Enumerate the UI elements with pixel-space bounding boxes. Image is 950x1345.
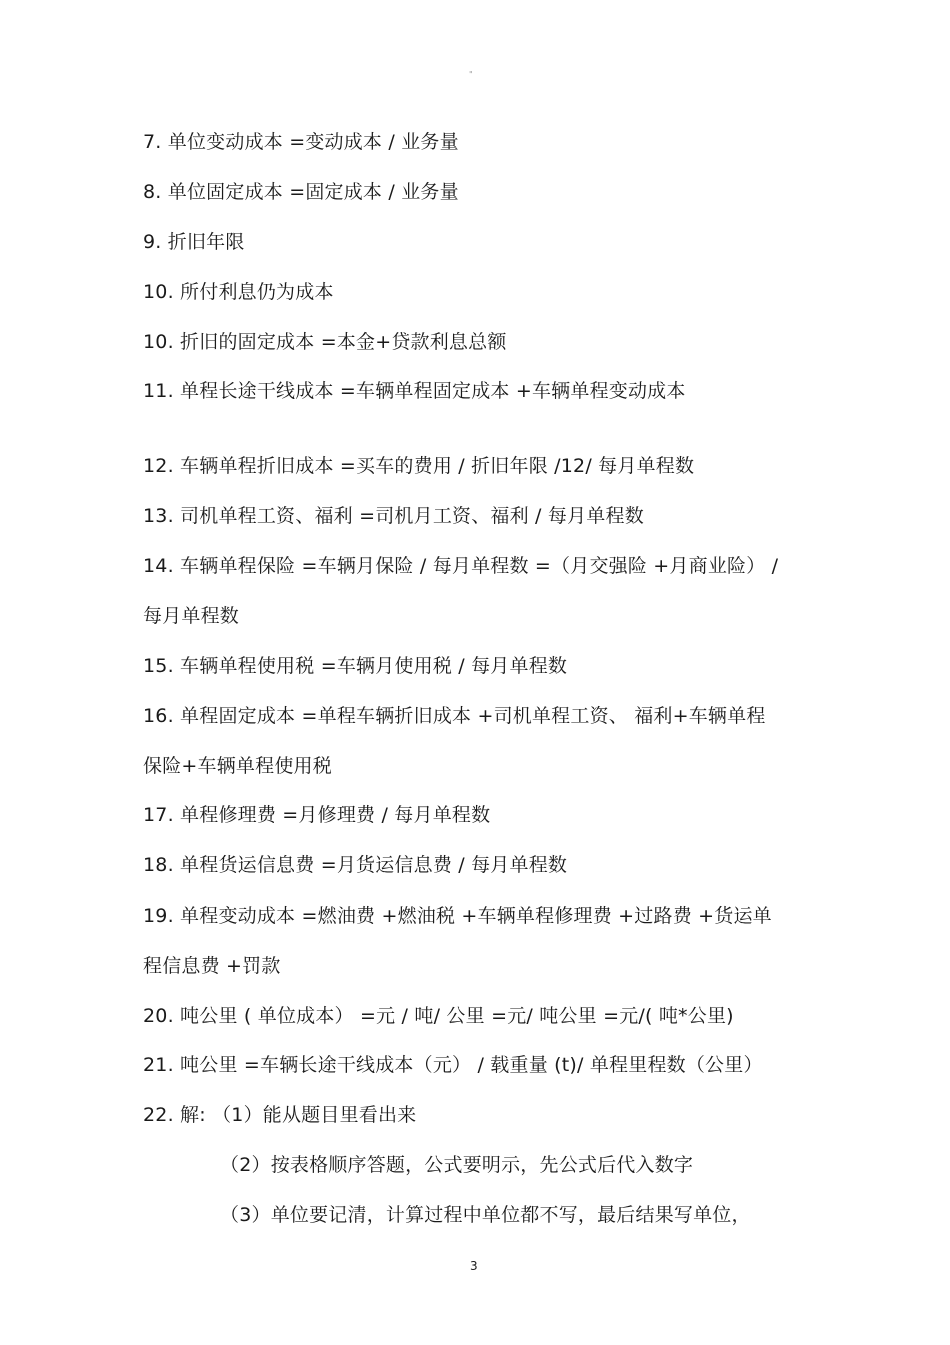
text-line: 20. 吨公里 ( 单位成本） =元 / 吨/ 公里 =元/ 吨公里 =元/( 吨*公里) xyxy=(143,1005,734,1027)
text-line: 7. 单位变动成本 =变动成本 / 业务量 xyxy=(143,131,459,153)
text-line: 18. 单程货运信息费 =月货运信息费 / 每月单程数 xyxy=(143,854,568,876)
text-line: 21. 吨公里 =车辆长途干线成本（元） / 载重量 (t)/ 单程里程数（公里） xyxy=(143,1054,763,1076)
text-line: 14. 车辆单程保险 =车辆月保险 / 每月单程数 =（月交强险 +月商业险） / xyxy=(143,555,779,577)
text-line: （2）按表格顺序答题，公式要明示，先公式后代入数字 xyxy=(220,1154,694,1176)
text-line: 每月单程数 xyxy=(143,605,240,627)
text-line: 9. 折旧年限 xyxy=(143,231,245,253)
text-line: 保险+车辆单程使用税 xyxy=(143,755,332,777)
text-line: 15. 车辆单程使用税 =车辆月使用税 / 每月单程数 xyxy=(143,655,568,677)
text-line: 19. 单程变动成本 =燃油费 +燃油税 +车辆单程修理费 +过路费 +货运单 xyxy=(143,905,772,927)
text-line: 13. 司机单程工资、福利 =司机月工资、福利 / 每月单程数 xyxy=(143,505,644,527)
text-line: 8. 单位固定成本 =固定成本 / 业务量 xyxy=(143,181,459,203)
text-line: 12. 车辆单程折旧成本 =买车的费用 / 折旧年限 /12/ 每月单程数 xyxy=(143,455,695,477)
text-line: （3）单位要记清，计算过程中单位都不写，最后结果写单位， xyxy=(220,1204,751,1226)
text-line: 22. 解: （1）能从题目里看出来 xyxy=(143,1104,417,1126)
text-line: 10. 所付利息仍为成本 xyxy=(143,281,334,303)
header-mark: " xyxy=(469,70,473,79)
text-line: 程信息费 +罚款 xyxy=(143,955,281,977)
text-line: 16. 单程固定成本 =单程车辆折旧成本 +司机单程工资、 福利+车辆单程 xyxy=(143,705,766,727)
page-number: 3 xyxy=(470,1259,478,1273)
text-line: 17. 单程修理费 =月修理费 / 每月单程数 xyxy=(143,804,491,826)
text-line: 11. 单程长途干线成本 =车辆单程固定成本 +车辆单程变动成本 xyxy=(143,380,686,402)
text-line: 10. 折旧的固定成本 =本金+贷款利息总额 xyxy=(143,331,507,353)
